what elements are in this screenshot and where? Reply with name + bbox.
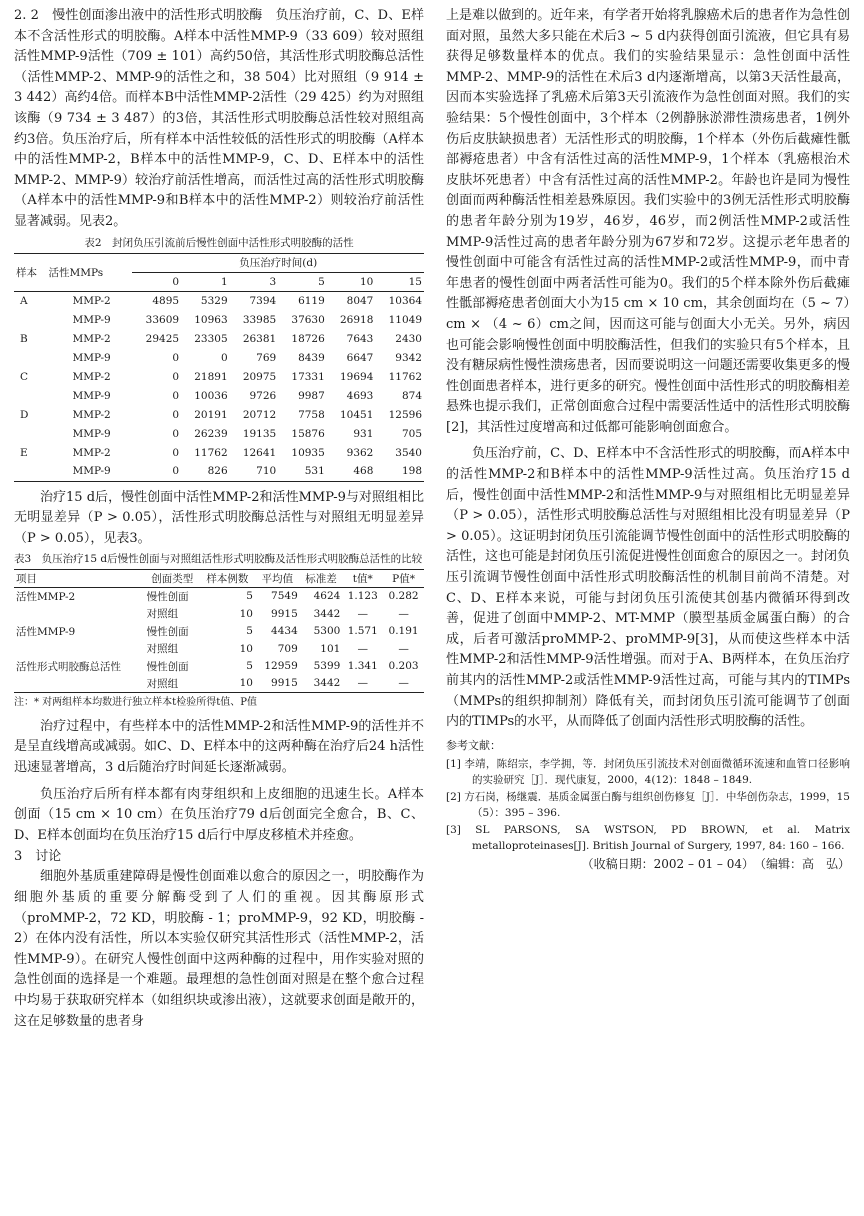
table-3-cell: 0.191: [388, 625, 419, 638]
table-2-value-cell: 9726: [249, 389, 277, 402]
table-2-mmp-cell: MMP-9: [72, 389, 111, 402]
table-2-mmp-cell: MMP-9: [72, 465, 111, 478]
table-row: [14, 462, 424, 481]
table-3-cell: 5: [246, 625, 253, 638]
table-3-cell: 10: [239, 677, 253, 690]
table-3-cell: 1.341: [347, 660, 378, 673]
table-2-sample-cell: [14, 310, 46, 329]
table-3-cell: —: [357, 677, 368, 690]
paragraph-after-15d: 治疗15 d后，慢性创面中活性MMP-2和活性MMP-9与对照组相比无明显差异（P > 0.05），活性形式明胶酶总活性与对照组无明显差异（P > 0.05），见表3。: [14, 489, 424, 546]
table-3-cell: 5399: [313, 660, 341, 673]
table-3-cell: 0.203: [388, 660, 419, 673]
table-2-value-cell: 7643: [346, 332, 374, 345]
table-2-value-cell: 20191: [194, 408, 228, 421]
table-3-note: 注：* 对两组样本均数进行独立样本t检验所得t值、P值: [14, 696, 257, 708]
table-2-value-cell: 12641: [242, 446, 277, 459]
table-3-cell: 5300: [313, 625, 341, 638]
table-2-mmp-cell: MMP-2: [72, 408, 111, 421]
right-column: [446, 6, 850, 874]
table-row: [14, 587, 424, 605]
table-2-value-cell: 21891: [194, 370, 228, 383]
table-3-header-cell: 项目: [16, 573, 37, 586]
table-2-value-cell: 20712: [242, 408, 277, 421]
table-3-cell: 5: [246, 590, 253, 603]
table-2-value-cell: 11762: [194, 446, 228, 459]
table-3-cell: [14, 605, 145, 623]
table-row: [14, 443, 424, 462]
table-3-cell: 101: [320, 642, 341, 655]
table-3-cell: 4624: [313, 590, 341, 603]
table-2: [14, 253, 424, 482]
table-3-cell: 活性形式明胶酶总活性: [16, 660, 121, 673]
table-2-sample-cell: B: [20, 332, 28, 345]
table-3-header-row: [14, 570, 424, 588]
table-3-cell: —: [398, 607, 409, 620]
table-3-cell: 3442: [313, 607, 341, 620]
table-2-mmp-cell: MMP-2: [72, 370, 111, 383]
table-2-value-cell: 10036: [194, 389, 228, 402]
table-2-value-cell: 19694: [339, 370, 374, 383]
table-2-sample-cell: [14, 348, 46, 367]
table-2-value-cell: 931: [353, 427, 374, 440]
table-2-value-cell: 37630: [291, 313, 325, 326]
table-2-value-cell: 4895: [152, 294, 180, 307]
paragraph-negative-pressure: 负压治疗前，C、D、E样本中不含活性形式的明胶酶，而A样本中的活性MMP-2和B样本中的活性MMP-9活性过高。负压治疗15 d后，慢性创面中活性MMP-2和活性MMP-9与对照组相比无明显差异（P > 0.05），活性形式明胶酶总活性与对照组相比没有明显差异（P > 0.05）。这证明封闭负压引流能调节慢性创面中的活性形式明胶酶的活性，这也可能是封闭负压引流促进慢性创面愈合的原因之一。封闭负压引流调节慢性创面中活性形式明胶酶活性的机制目前尚不清楚。对C、D、E样本来说，可能与封闭负压引流使其创基内微循环得到改善，促进了创面中MMP-2、MT-MMP（膜型基质金属蛋白酶）的合成，后者可激活proMMP-2、proMMP-9[3]，从而使这些样本中活性MMP-2和活性MMP-9活性增强。而对于A、B两样本，在负压治疗前其内的活性MMP-2或活性MMP-9活性过高，可能与其内的TIMPs（MMPs的组织抑制剂）降低有关，而封闭负压引流可能调节了创面内的TIMPs的水平，从而降低了创面内活性形式明胶酶的活性。: [446, 446, 850, 730]
table-3-header-cell: 样本例数: [206, 573, 249, 586]
table-3: [14, 569, 424, 693]
table-2-day-header: 3: [269, 275, 277, 288]
table-2-value-cell: 26239: [194, 427, 228, 440]
table-3-caption: 表3 负压治疗15 d后慢性创面与对照组活性形式明胶酶及活性形式明胶酶总活性的比较: [14, 553, 423, 566]
table-3-cell: 活性MMP-9: [16, 625, 76, 638]
table-2-value-cell: 10364: [388, 294, 422, 307]
table-2-value-cell: 7394: [249, 294, 277, 307]
table-3-cell: 709: [277, 642, 298, 655]
table-2-value-cell: 4693: [346, 389, 374, 402]
table-3-cell: 1.123: [347, 590, 378, 603]
table-row: [14, 367, 424, 386]
table-2-value-cell: 0: [172, 408, 180, 421]
table-2-value-cell: 9362: [346, 446, 374, 459]
table-2-value-cell: 8439: [298, 351, 325, 364]
section-3-title: 3 讨论: [14, 849, 62, 865]
table-3-cell: 慢性创面: [146, 625, 189, 638]
table-row: [14, 605, 424, 623]
table-row: [14, 348, 424, 367]
table-2-value-cell: 10935: [291, 446, 325, 459]
table-2-mmp-cell: MMP-9: [72, 313, 111, 326]
table-2-value-cell: 6119: [298, 294, 325, 307]
table-2-value-cell: 19135: [242, 427, 277, 440]
table-row: [14, 386, 424, 405]
table-2-value-cell: 5329: [200, 294, 228, 307]
table-3-cell: —: [357, 607, 368, 620]
table-3-cell: 3442: [313, 677, 341, 690]
table-2-mmp-cell: MMP-2: [72, 294, 111, 307]
table-2-day-header: 1: [220, 275, 228, 288]
table-2-day-header: 0: [172, 275, 180, 288]
table-3-cell: 4434: [271, 625, 298, 638]
references-title: 参考文献：: [446, 738, 501, 752]
table-2-header-mmp: 活性MMPs: [48, 266, 104, 279]
table-2-value-cell: 10451: [339, 408, 374, 421]
table-3-cell: 慢性创面: [146, 660, 189, 673]
table-2-value-cell: 874: [401, 389, 422, 402]
table-3-cell: 10: [239, 607, 253, 620]
table-row: [14, 310, 424, 329]
table-3-header-cell: 平均值: [261, 573, 294, 586]
table-2-value-cell: 468: [353, 465, 374, 478]
paragraph-continued: 上是难以做到的。近年来，有学者开始将乳腺癌术后的患者作为急性创面对照，虽然大多只能在术后3 ~ 5 d内获得创面引流液，但它具有易获得足够数量样本的优点。我们的实验结果显示：急性创面中活性MMP-2、MMP-9的活性在术后3 d内逐渐增高，以第3天活性最高，因而本实验选择了乳癌术后第3天引流液作为急性创面对照。我们的实验结果：5个慢性创面中，3个样本（2例静脉淤滞性溃疡患者，1例外伤后皮肤缺损患者）无活性形式的明胶酶，1个样本（外伤后截瘫性骶部褥疮患者）中含有活性过高的活性MMP-9，1个样本（乳癌根治术皮肤坏死患者）中含有活性过高的活性MMP-2。年龄也许是同为慢性创面而两种酶活性相差悬殊原因。我们实验中的3例无活性形式明胶酶的患者年龄分别为19岁，46岁，46岁，而2例活性MMP-2或活性MMP-9活性过高的患者年龄分别为67岁和72岁。这提示老年患者的慢性创面中可能含有活性过高的活性MMP-2或活性MMP-9，而中青年患者的慢性创面中两者活性可能为0。我们的5个样本除外伤后截瘫性骶部褥疮患者创面大小为15 cm × 10 cm，其余创面均在（5 ~ 7）cm × （4 ~ 6）cm之间，因而这可能与创面大小无关。另外，病因也可能会影响慢性创面中明胶酶活性，但我们的实验只有5个样本，且没有糖尿病性慢性溃疡患者，因而要说明这一问题还需要收集更多的慢性创面患者样本，进行更多的研究。慢性创面中活性形式的明胶酶相差悬殊也提示我们，正常创面愈合过程中需要活性适中的活性形式明胶酶[2]，其活性过度增高和过低都可能影响创面愈合。: [446, 8, 850, 435]
table-3-cell: 12959: [264, 660, 298, 673]
table-2-value-cell: 705: [401, 427, 422, 440]
table-2-mmp-cell: MMP-9: [72, 351, 111, 364]
table-2-value-cell: 826: [207, 465, 228, 478]
paragraph-healing: 负压治疗后所有样本都有肉芽组织和上皮细胞的迅速生长。A样本创面（15 cm × 10 cm）在负压治疗79 d后创面完全愈合，B、C、D、E样本创面均在负压治疗15 d后行中厚皮移植术并痊愈。: [14, 786, 424, 843]
table-row: [14, 424, 424, 443]
table-3-header-cell: t值*: [352, 573, 373, 586]
paragraph-discussion: 细胞外基质重建障碍是慢性创面难以愈合的原因之一，明胶酶作为细胞外基质的重要分解酶受到了人们的重视。因其酶原形式（proMMP-2，72 KD，明胶酶 - 1；proMMP-9，92 KD，明胶酶 - 2）在体内没有活性，所以本实验仅研究其活性形式（活性MMP-2，活性MMP-9）。在研究人慢性创面中这两种酶的过程中，用作实验对照的急性创面的选择是一个难题。最理想的急性创面对照是在整个愈合过程中均易于获取研究样本（如组织块或渗出液），这就要求创面是敞开的，这在足够数量的患者身: [14, 869, 424, 1029]
table-3-cell: 0.282: [388, 590, 419, 603]
table-2-value-cell: 11762: [388, 370, 422, 383]
reference-item: [2] 方石岗，杨继震．基质金属蛋白酶与组织创伤修复［J］．中华创伤杂志，1999，15（5）：395 – 396.: [446, 790, 850, 820]
table-2-value-cell: 9987: [298, 389, 325, 402]
table-2-day-header: 15: [408, 275, 422, 288]
table-3-header-cell: P值*: [392, 573, 415, 586]
table-row: [14, 291, 424, 310]
table-2-value-cell: 769: [256, 351, 277, 364]
table-2-value-cell: 710: [256, 465, 277, 478]
table-2-value-cell: 29425: [145, 332, 180, 345]
table-3-cell: 9915: [271, 677, 298, 690]
table-2-mmp-cell: MMP-9: [72, 427, 111, 440]
table-2-sample-cell: C: [20, 370, 29, 383]
table-2-value-cell: 0: [172, 370, 180, 383]
table-2-value-cell: 0: [220, 351, 228, 364]
table-3-cell: —: [357, 642, 368, 655]
table-3-header-cell: 创面类型: [151, 573, 194, 586]
left-column: [14, 6, 424, 1032]
table-2-value-cell: 23305: [194, 332, 228, 345]
table-2-value-cell: 18726: [291, 332, 325, 345]
section-2-2-paragraph: 负压治疗前，C、D、E样本不含活性形式的明胶酶。A样本中活性MMP-9（33 609）较对照组活性MMP-9活性（709 ± 101）高约50倍，其活性形式明胶酶总活性（活性MMP-2、MMP-9的活性之和，38 504）比对照组（9 914 ± 3 442）高约4倍。而样本B中活性MMP-2活性（29 425）约为对照组该酶（9 734 ± 3 487）的3倍，其活性形式明胶酶总活性较对照组高约3倍。负压治疗后，所有样本中活性较低的活性形式的明胶酶（A样本中的活性MMP-2，B样本中的活性MMP-9，C、D、E样本中的活性MMP-2、MMP-9）较治疗前活性增高，而活性过高的活性形式明胶酶（A样本中的活性MMP-9和B样本中的活性MMP-2）则较治疗前活性显著减弱。见表2。: [14, 8, 424, 229]
reference-item: [3] SL PARSONS, SA WSTSON, PD BROWN, et al. Matrix metalloproteinases[J]. British Journal of Surgery, 1997, 84: 160 – 166.: [446, 823, 850, 853]
table-2-value-cell: 0: [172, 446, 180, 459]
table-2-value-cell: 33985: [242, 313, 277, 326]
table-2-mmp-cell: MMP-2: [72, 332, 111, 345]
table-row: [14, 405, 424, 424]
table-2-value-cell: 26381: [242, 332, 277, 345]
table-3-cell: 对照组: [146, 643, 179, 656]
table-2-caption: 表2 封闭负压引流前后慢性创面中活性形式明胶酶的活性: [84, 236, 354, 249]
reference-item: [1] 李靖，陈绍宗，李学拥，等．封闭负压引流技术对创面微循环流速和血管口径影响的实验研究［J］．现代康复，2000，4(12)：1848 – 1849.: [446, 757, 850, 787]
table-2-value-cell: 8047: [346, 294, 374, 307]
table-3-cell: 对照组: [146, 677, 179, 690]
table-2-value-cell: 3540: [395, 446, 422, 459]
table-2-value-cell: 0: [172, 465, 180, 478]
table-3-header-cell: 标准差: [305, 573, 337, 586]
section-2-2: [14, 6, 424, 233]
table-2-sample-cell: [14, 424, 46, 443]
table-row: [14, 675, 424, 693]
table-2-value-cell: 6647: [346, 351, 374, 364]
table-2-value-cell: 12596: [388, 408, 422, 421]
table-3-cell: —: [398, 677, 409, 690]
table-3-cell: 10: [239, 642, 253, 655]
table-2-value-cell: 198: [401, 465, 422, 478]
table-2-value-cell: 7758: [298, 408, 325, 421]
table-3-cell: —: [398, 642, 409, 655]
table-2-sample-cell: [14, 386, 46, 405]
table-2-header-sample: 样本: [16, 266, 37, 279]
table-row: [14, 622, 424, 640]
table-3-cell: 7549: [271, 590, 298, 603]
table-3-cell: [14, 640, 145, 658]
table-2-value-cell: 11049: [388, 313, 422, 326]
table-3-cell: [14, 675, 145, 693]
table-2-value-cell: 26918: [339, 313, 374, 326]
table-2-value-cell: 10963: [194, 313, 228, 326]
table-2-day-header: 5: [318, 275, 325, 288]
table-2-value-cell: 33609: [145, 313, 180, 326]
paragraph-process: 治疗过程中，有些样本中的活性MMP-2和活性MMP-9的活性并不是呈直线增高或减弱。如C、D、E样本中的这两种酶在治疗后24 h活性迅速显著增高，3 d后随治疗时间延长逐渐减弱。: [14, 718, 424, 775]
table-2-value-cell: 20975: [242, 370, 277, 383]
table-2-sample-cell: [14, 462, 46, 481]
table-row: [14, 329, 424, 348]
table-3-cell: 对照组: [146, 608, 179, 621]
received-date: （收稿日期：2002 – 01 – 04） （编辑：高 弘）: [581, 856, 850, 871]
table-row: [14, 657, 424, 675]
table-2-mmp-cell: MMP-2: [72, 446, 111, 459]
section-2-2-title: 2. 2 慢性创面渗出液中的活性形式明胶酶: [14, 8, 263, 23]
table-2-value-cell: 2430: [395, 332, 422, 345]
table-2-header-time: 负压治疗时间(d): [132, 253, 424, 272]
table-2-value-cell: 9342: [395, 351, 422, 364]
table-2-value-cell: 0: [172, 351, 180, 364]
table-3-cell: 慢性创面: [146, 590, 189, 603]
table-row: [14, 640, 424, 658]
table-3-cell: 9915: [271, 607, 298, 620]
table-2-value-cell: 0: [172, 427, 180, 440]
table-2-sample-cell: D: [20, 408, 29, 421]
table-2-value-cell: 15876: [291, 427, 325, 440]
table-2-value-cell: 0: [172, 389, 180, 402]
table-3-cell: 5: [246, 660, 253, 673]
table-2-sample-cell: A: [20, 294, 28, 307]
table-2-value-cell: 531: [304, 465, 325, 478]
table-2-value-cell: 17331: [291, 370, 325, 383]
table-2-sample-cell: E: [20, 446, 28, 459]
table-2-day-header: 10: [360, 275, 374, 288]
table-3-cell: 活性MMP-2: [16, 590, 76, 603]
table-3-cell: 1.571: [347, 625, 378, 638]
